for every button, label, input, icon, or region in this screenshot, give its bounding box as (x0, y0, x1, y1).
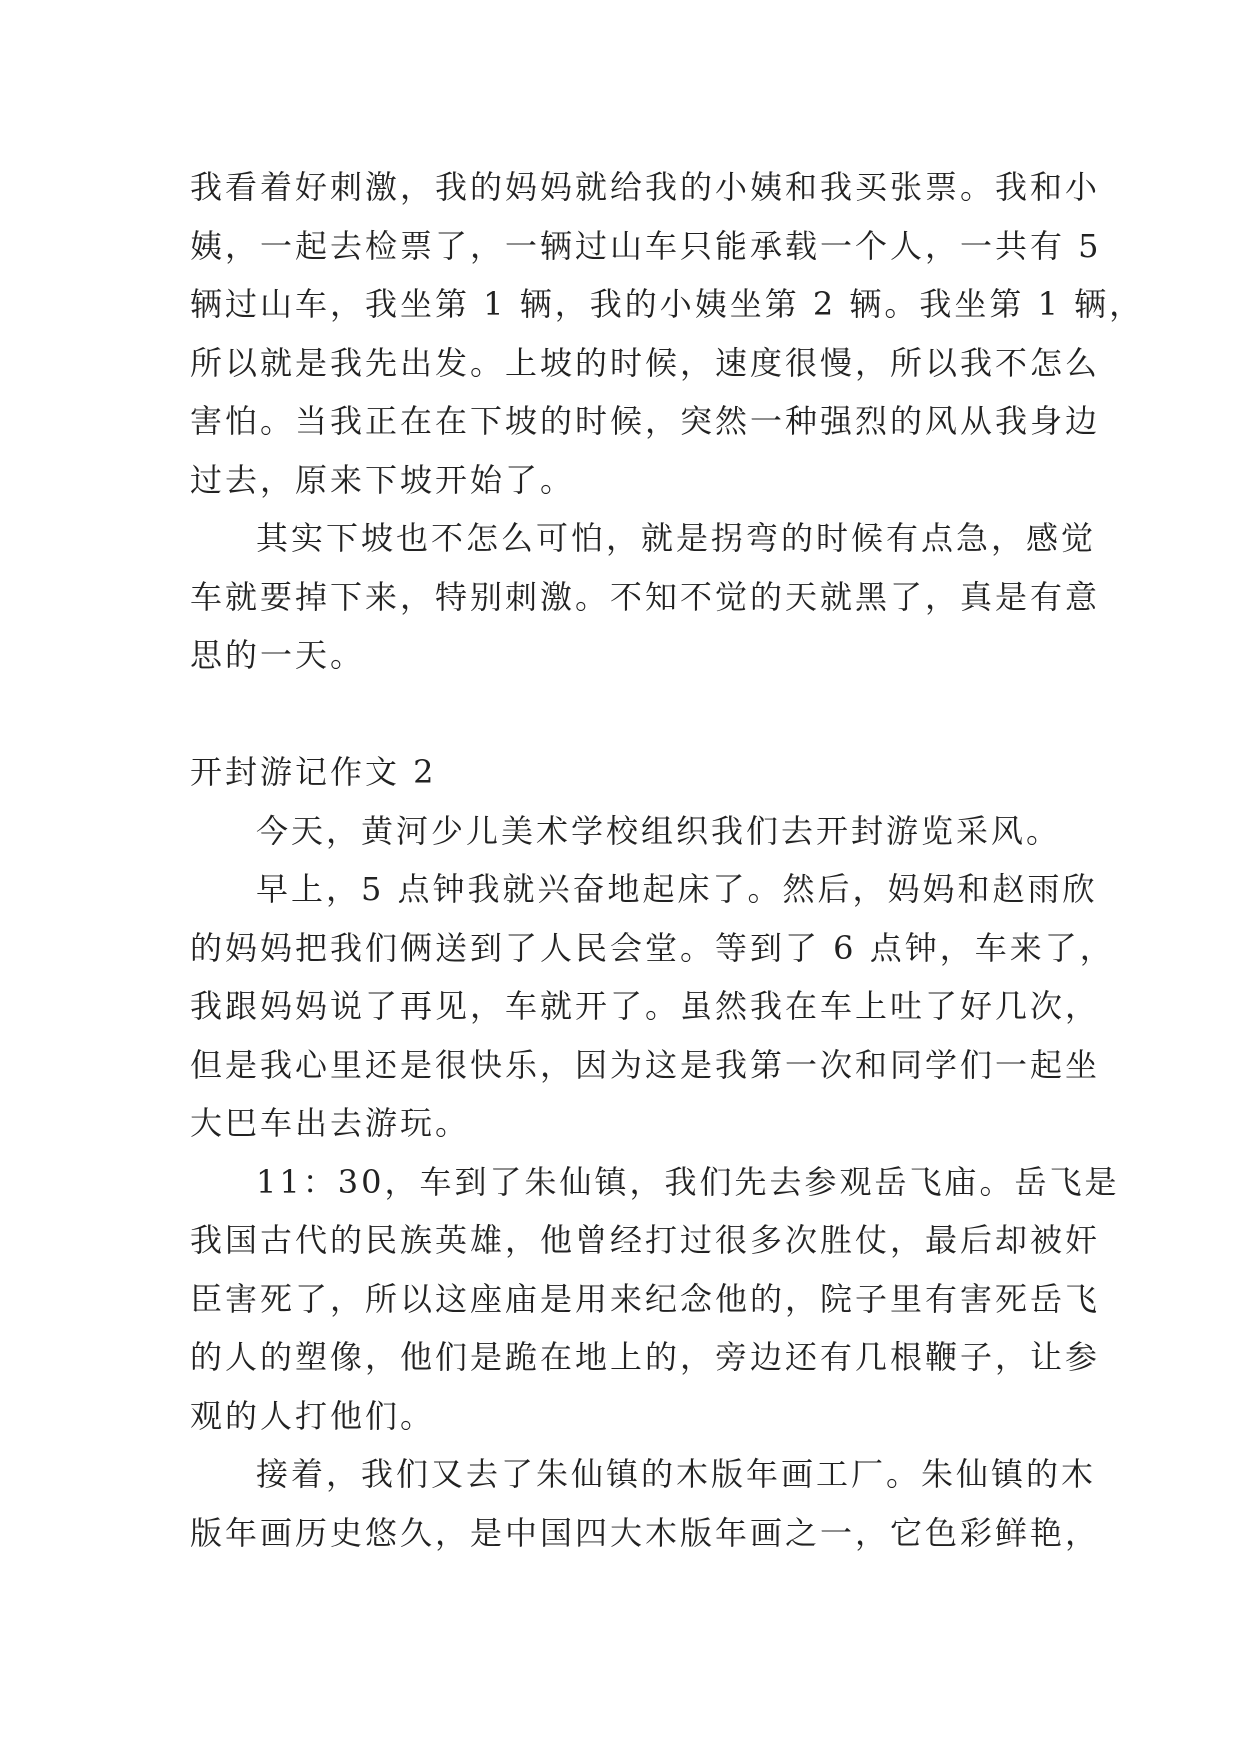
paragraph-yuefei-temple (190, 1153, 1120, 1446)
paragraph-intro (190, 802, 1070, 861)
text-line: 早上，5 点钟我就兴奋地起床了。然后，妈妈和赵雨欣 (256, 870, 1098, 908)
paragraph-roller-coaster (190, 158, 1145, 509)
blank-line (190, 685, 1070, 744)
text-line: 接着，我们又去了朱仙镇的木版年画工厂。朱仙镇的木 (256, 1455, 1097, 1493)
text-line: 的人的塑像，他们是跪在地上的，旁边还有几根鞭子，让参 (190, 1338, 1101, 1376)
essay-title (190, 743, 1070, 802)
text-line: 我看着好刺激，我的妈妈就给我的小姨和我买张票。我和小 (190, 168, 1101, 206)
text-line: 今天，黄河少儿美术学校组织我们去开封游览采风。 (256, 811, 1062, 850)
text-line: 大巴车出去游玩。 (190, 1104, 471, 1142)
text-line: 版年画历史悠久，是中国四大木版年画之一，它色彩鲜艳， (190, 1513, 1101, 1552)
text-line: 观的人打他们。 (190, 1396, 436, 1435)
text-line: 所以就是我先出发。上坡的时候，速度很慢，所以我不怎么 (190, 343, 1101, 382)
text-line: 车就要掉下来，特别刺激。不知不觉的天就黑了，真是有意 (190, 577, 1101, 616)
text-line: 害怕。当我正在在下坡的时候，突然一种强烈的风从我身边 (190, 402, 1101, 440)
paragraph-downhill (190, 509, 1101, 685)
text-line: 臣害死了，所以这座庙是用来纪念他的，院子里有害死岳飞 (190, 1279, 1101, 1318)
paragraph-morning (190, 860, 1115, 1153)
text-line: 我跟妈妈说了再见，车就开了。虽然我在车上吐了好几次， (190, 987, 1101, 1025)
essay-title-text: 开封游记作文 2 (190, 753, 437, 791)
text-line: 我国古代的民族英雄，他曾经打过很多次胜仗，最后却被奸 (190, 1221, 1101, 1259)
paragraph-woodblock-factory (190, 1445, 1101, 1562)
text-line: 但是我心里还是很快乐，因为这是我第一次和同学们一起坐 (190, 1045, 1101, 1084)
text-line: 过去，原来下坡开始了。 (190, 460, 576, 499)
text-line: 其实下坡也不怎么可怕，就是拐弯的时候有点急，感觉 (256, 519, 1097, 557)
text-line: 的妈妈把我们俩送到了人民会堂。等到了 6 点钟，车来了， (190, 928, 1115, 967)
document-body (190, 158, 1145, 1562)
text-line: 姨，一起去检票了，一辆过山车只能承载一个人，一共有 5 (190, 226, 1102, 265)
text-line: 思的一天。 (190, 636, 366, 674)
text-line: 11：30，车到了朱仙镇，我们先去参观岳飞庙。岳飞是 (256, 1162, 1120, 1201)
text-line: 辆过山车，我坐第 1 辆，我的小姨坐第 2 辆。我坐第 1 辆， (190, 285, 1145, 323)
